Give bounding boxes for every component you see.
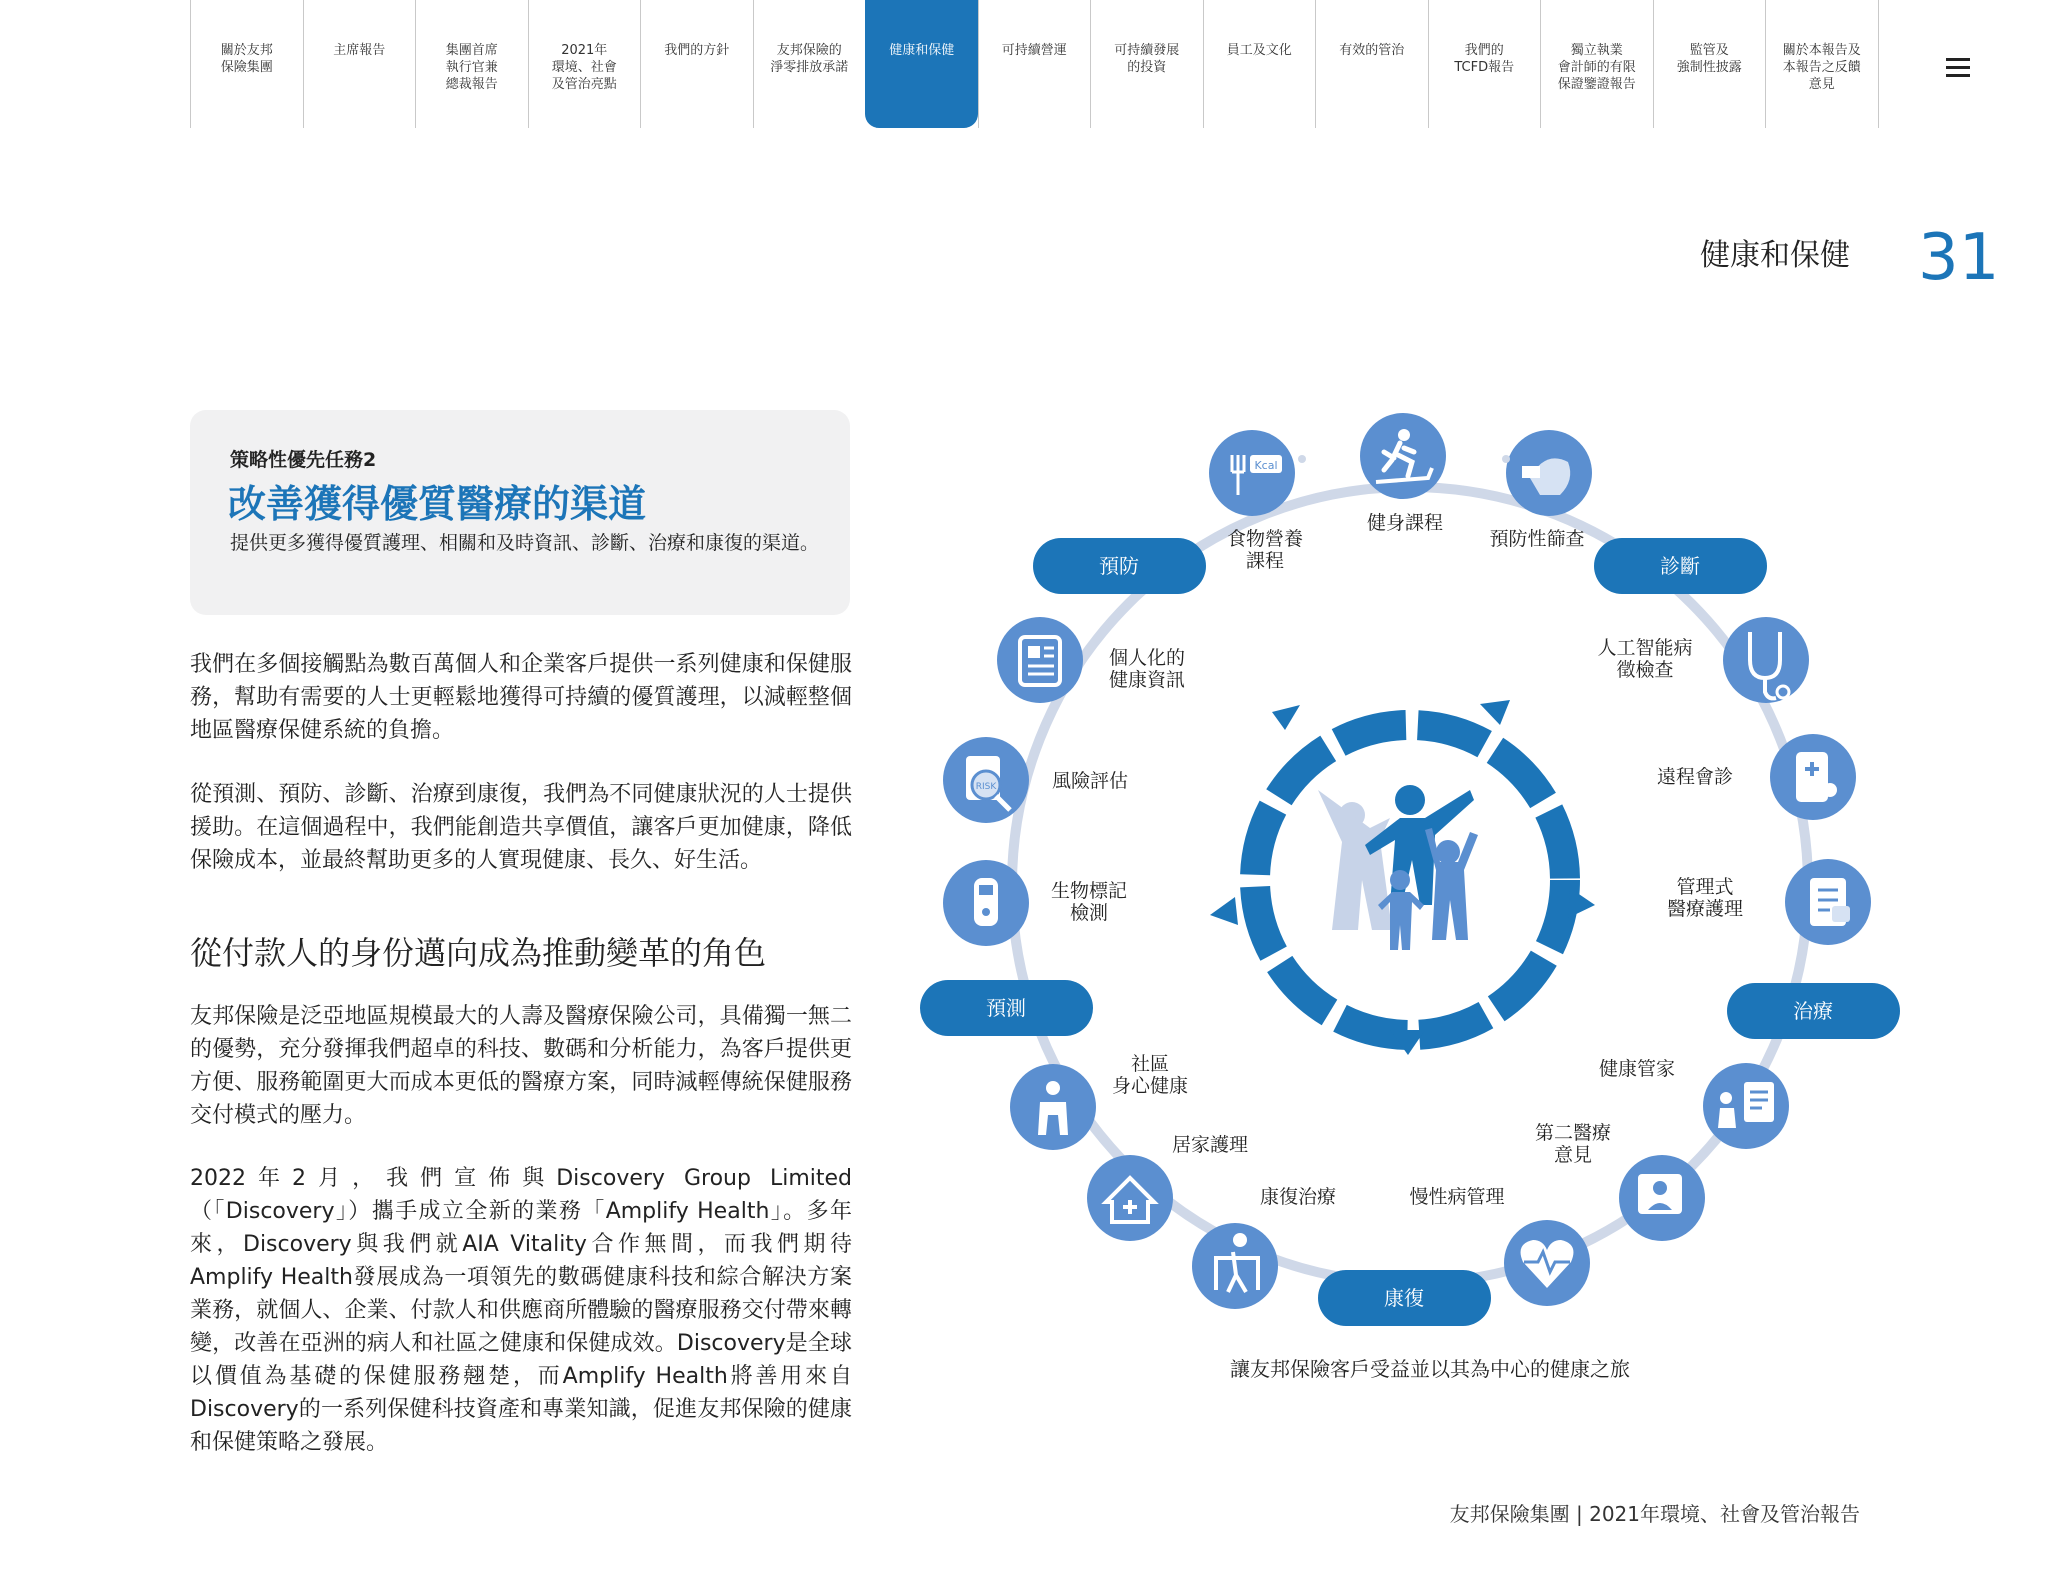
nav-tab-label: 友邦保險的 淨零排放承諾	[770, 43, 849, 75]
service-label-rehabilitation: 康復治療	[1259, 1186, 1336, 1208]
ring-dot	[1502, 455, 1510, 463]
health-manager-icon	[1703, 1063, 1789, 1149]
ring-dot	[1298, 455, 1306, 463]
service-label-biomarker: 生物標記 檢測	[1050, 880, 1127, 924]
service-label-community: 社區 身心健康	[1111, 1053, 1188, 1097]
body-paragraph-3: 友邦保險是泛亞地區規模最大的人壽及醫療保險公司，具備獨一無二的優勢，充分發揮我們超卓的科技、數碼和分析能力，為客戶提供更方便、服務範圍更大而成本更低的醫療方案，同時減輕傳統保健服務交付模式的壓力。	[190, 1004, 852, 1128]
treadmill-icon	[1360, 413, 1446, 499]
ai-symptom-checker-icon	[1723, 617, 1809, 703]
stage-pill-predict	[920, 980, 1093, 1036]
service-label-screening: 預防性篩查	[1489, 528, 1585, 550]
service-label-food-nutrition: 食物營養 課程	[1226, 528, 1303, 572]
stage-pill-treat	[1727, 983, 1900, 1039]
service-label-home-care: 居家護理	[1171, 1134, 1248, 1156]
stage-label-predict: 預測	[986, 996, 1026, 1020]
biomarker-test-icon	[943, 860, 1029, 946]
nav-tab-label: 獨立執業 會計師的有限 保證鑒證報告	[1557, 43, 1636, 92]
health-info-icon	[997, 617, 1083, 703]
nav-tab-label: 我們的 TCFD報告	[1454, 43, 1515, 75]
nav-tab-label: 主席報告	[333, 43, 386, 58]
service-label-teleconsultation: 遠程會診	[1656, 766, 1733, 788]
food-nutrition-icon	[1209, 430, 1295, 516]
callout-kicker: 策略性優先任務2	[230, 449, 377, 471]
second-opinion-icon	[1619, 1155, 1705, 1241]
stage-label-prevent: 預防	[1099, 554, 1139, 578]
home-care-icon	[1087, 1155, 1173, 1241]
nav-tab-label: 可持續發展 的投資	[1114, 43, 1180, 75]
nav-tab-label: 我們的方針	[664, 43, 730, 58]
service-label-health-info: 個人化的 健康資訊	[1108, 647, 1185, 691]
stage-label-diagnose: 診斷	[1660, 554, 1700, 578]
service-label-chronic-disease: 慢性病管理	[1409, 1186, 1505, 1208]
service-label-health-manager: 健康管家	[1598, 1058, 1675, 1080]
cycle-arrow	[1210, 897, 1238, 925]
stage-label-recover: 康復	[1384, 1286, 1424, 1310]
service-label-risk-assessment: 風險評估	[1051, 770, 1128, 792]
service-label-fitness: 健身課程	[1366, 512, 1443, 534]
body-paragraph-2: 從預測、預防、診斷、治療到康復，我們為不同健康狀況的人士提供援助。在這個過程中，我們能創造共享價值，讓客戶更加健康，降低保險成本，並最終幫助更多的人實現健康、長久、好生活。	[190, 782, 852, 873]
chronic-disease-icon	[1504, 1220, 1590, 1306]
teleconsultation-icon	[1770, 734, 1856, 820]
cycle-arrow	[1568, 888, 1595, 918]
nav-tab-label: 員工及文化	[1226, 43, 1292, 58]
callout-title: 改善獲得優質醫療的渠道	[228, 482, 647, 526]
stage-pill-recover	[1318, 1270, 1491, 1326]
service-label-ai-symptom: 人工智能病 徵檢查	[1597, 637, 1693, 681]
stage-pill-prevent	[1033, 538, 1206, 594]
callout-description: 提供更多獲得優質護理、相關和及時資訊、診斷、治療和康復的渠道。	[230, 532, 820, 554]
body-paragraph-4: 2022年2月，我們宣佈與Discovery Group Limited（「Discovery」）攜手成立全新的業務「Amplify Health」。多年來，Discovery與我們就AIA Vitality合作無間，而我們期待Amplify Health發展成為一項領先的數碼健康科技和綜合解決方案業務，就個人、企業、付款人和供應商所體驗的醫療服務交付帶來轉變，改善在亞洲的病人和社區之健康和保健成效。Discovery是全球以價值為基礎的保健服務翹楚，而Amplify Health將善用來自Discovery的一系列保健科技資產和專業知識，促進友邦保險的健康和保健策略之發展。	[190, 1166, 852, 1455]
kcal-text: Kcal	[1254, 459, 1278, 472]
service-label-managed-care: 管理式 醫療護理	[1666, 876, 1743, 920]
risk-text: RISK	[975, 782, 997, 792]
nav-tab-label: 可持續營運	[1001, 43, 1067, 58]
page-number: 31	[1918, 221, 2000, 295]
nav-tab-label: 有效的管治	[1339, 43, 1405, 58]
diagram-caption: 讓友邦保險客戶受益並以其為中心的健康之旅	[1230, 1357, 1630, 1381]
central-cycle	[1210, 700, 1595, 1055]
managed-care-icon	[1785, 859, 1871, 945]
page-footer: 友邦保險集團 | 2021年環境、社會及管治報告	[1449, 1502, 1860, 1526]
section-subheading: 從付款人的身份邁向成為推動變革的角色	[190, 934, 767, 972]
nav-tab-label: 集團首席 執行官兼 總裁報告	[445, 43, 498, 92]
stage-label-treat: 治療	[1793, 999, 1833, 1023]
rehabilitation-icon	[1192, 1223, 1278, 1309]
nav-tab-label: 健康和保健	[889, 43, 955, 58]
preventive-screening-icon	[1506, 430, 1592, 516]
cycle-arrow	[1272, 705, 1300, 730]
nav-tab-label: 監管及 強制性披露	[1676, 43, 1742, 75]
service-label-second-opinion: 第二醫療 意見	[1534, 1122, 1611, 1166]
body-paragraph-1: 我們在多個接觸點為數百萬個人和企業客戶提供一系列健康和保健服務，幫助有需要的人士更輕鬆地獲得可持續的優質護理，以減輕整個地區醫療保健系統的負擔。	[190, 652, 852, 743]
community-wellbeing-icon	[1010, 1064, 1096, 1150]
stage-pill-diagnose	[1594, 538, 1767, 594]
section-title: 健康和保健	[1700, 238, 1850, 273]
nav-tab-label: 關於友邦 保險集團	[220, 43, 273, 75]
cycle-arrow	[1480, 700, 1510, 725]
nav-tab-label: 關於本報告及 本報告之反饋 意見	[1782, 43, 1861, 92]
nav-tab-label: 2021年 環境、社會 及管治亮點	[551, 43, 617, 92]
risk-assessment-icon	[943, 737, 1029, 823]
